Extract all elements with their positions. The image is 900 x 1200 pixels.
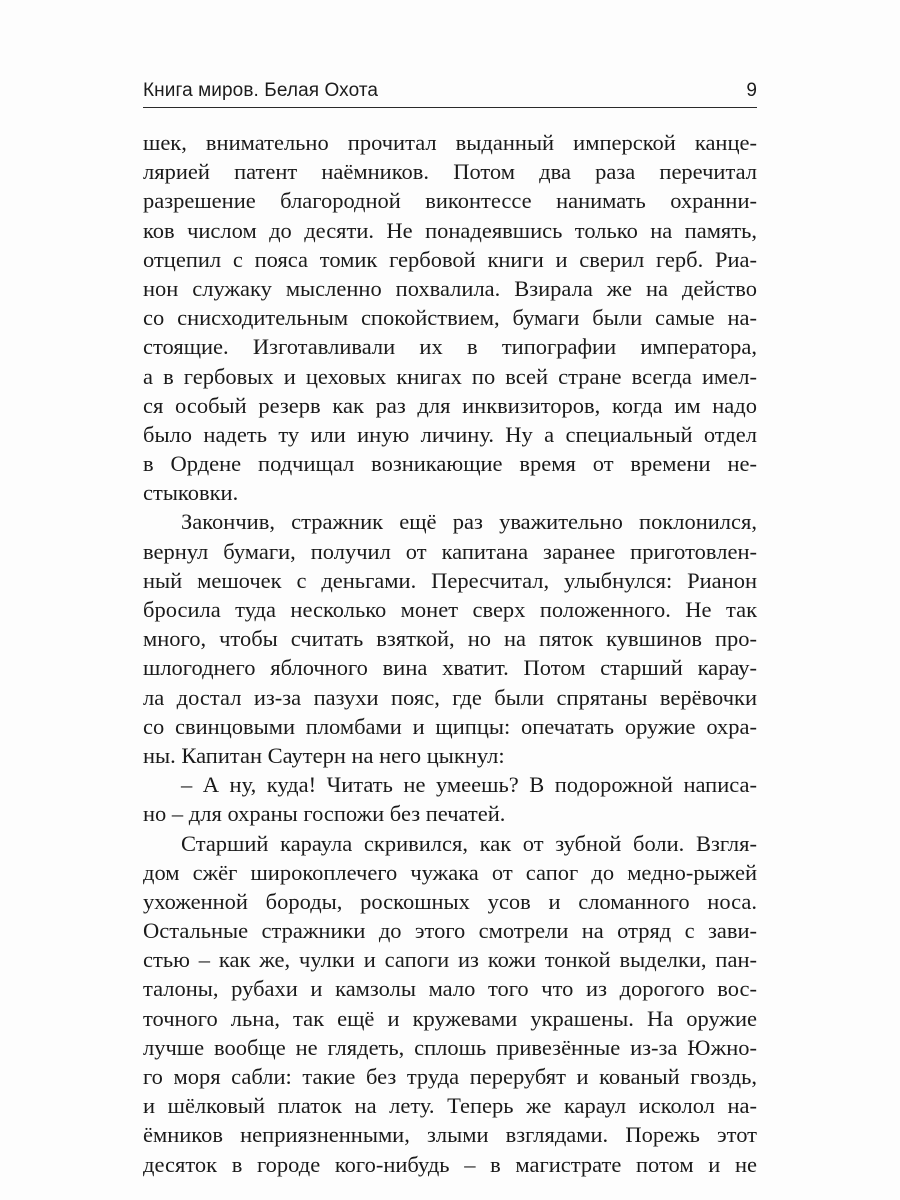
text-line: но – для охраны госпожи без печатей. bbox=[143, 801, 506, 827]
text-line: а в гербовых и цеховых книгах по всей стране всегда имел- bbox=[143, 363, 757, 389]
text-line: Остальные стражники до этого смотрели на отряд с зави- bbox=[143, 918, 757, 944]
text-line: дом сжёг широкоплечего чужака от сапог до медно-рыжей bbox=[143, 859, 757, 885]
text-line: Старший караула скривился, как от зубной боли. Взгля- bbox=[181, 830, 757, 856]
text-line: ный мешочек с деньгами. Пересчитал, улыбнулся: Рианон bbox=[143, 567, 757, 593]
text-line: со снисходительным спокойствием, бумаги были самые на- bbox=[143, 305, 757, 331]
text-line: лярией патент наёмников. Потом два раза перечитал bbox=[143, 159, 757, 185]
text-line: шек, внимательно прочитал выданный имперской канце- bbox=[143, 130, 757, 155]
text-line: лучше вообще не глядеть, сплошь привезённые из-за Южно- bbox=[143, 1034, 757, 1060]
text-line: стоящие. Изготавливали их в типографии императора, bbox=[143, 334, 757, 360]
text-line: в Ордене подчищал возникающие время от времени не- bbox=[143, 451, 757, 477]
text-line: Закончив, стражник ещё раз уважительно поклонился, bbox=[181, 509, 757, 535]
text-line: ны. Капитан Саутерн на него цыкнул: bbox=[143, 742, 505, 768]
text-line: отцепил с пояса томик гербовой книги и сверил герб. Риа- bbox=[143, 246, 757, 272]
text-line: – А ну, куда! Читать не умеешь? В подорожной написа- bbox=[181, 772, 757, 798]
text-line: вернул бумаги, получил от капитана заранее приготовлен- bbox=[143, 538, 757, 564]
text-line: ёмников неприязненными, злыми взглядами. Порежь этот bbox=[143, 1122, 757, 1148]
text-line: ков числом до десяти. Не понадеявшись только на память, bbox=[143, 217, 757, 243]
page-number: 9 bbox=[746, 80, 757, 101]
text-line: десяток в городе кого-нибудь – в магистрате потом и не bbox=[143, 1151, 757, 1177]
header-rule bbox=[143, 107, 757, 108]
text-line: было надеть ту или иную личину. Ну а специальный отдел bbox=[143, 421, 757, 447]
text-line: талоны, рубахи и камзолы мало того что из дорогого вос- bbox=[143, 976, 757, 1002]
text-line: ла достал из-за пазухи пояс, где были спрятаны верёвочки bbox=[143, 684, 757, 710]
text-line: бросила туда несколько монет сверх положенного. Не так bbox=[143, 597, 757, 622]
text-line: ся особый резерв как раз для инквизиторов, когда им надо bbox=[143, 392, 757, 418]
text-line: и шёлковый платок на лету. Теперь же караул исколол на- bbox=[143, 1093, 757, 1119]
text-line: разрешение благородной виконтессе нанимать охранни- bbox=[143, 188, 757, 214]
text-line: нон служаку мысленно похвалила. Взирала же на действо bbox=[143, 275, 757, 301]
text-line: точного льна, так ещё и кружевами украшены. На оружие bbox=[143, 1005, 757, 1031]
text-line: стыковки. bbox=[143, 480, 239, 506]
text-line: стью – как же, чулки и сапоги из кожи тонкой выделки, пан- bbox=[143, 947, 757, 973]
body-text bbox=[143, 128, 757, 1179]
text-line: со свинцовыми пломбами и щипцы: опечатать оружие охра- bbox=[143, 713, 757, 739]
text-line: шлогоднего яблочного вина хватит. Потом старший карау- bbox=[143, 655, 757, 681]
running-head bbox=[143, 76, 757, 102]
book-title: Книга миров. Белая Охота bbox=[143, 80, 379, 101]
text-line: го моря сабли: такие без труда перерубят и кованый гвоздь, bbox=[143, 1064, 757, 1089]
text-line: ухоженной бороды, роскошных усов и сломанного носа. bbox=[143, 888, 757, 914]
text-line: много, чтобы считать взяткой, но на пяток кувшинов про- bbox=[143, 626, 757, 652]
